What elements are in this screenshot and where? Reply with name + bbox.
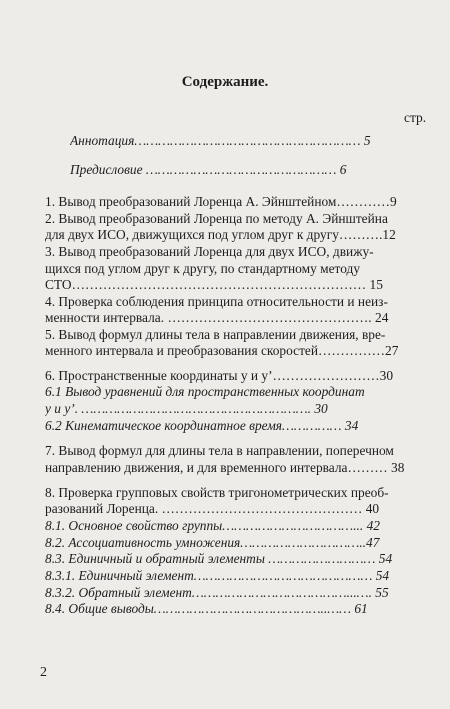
toc-entry: 8.3.2. Обратный элемент…………………………………...…. 55 — [45, 585, 389, 600]
toc-entry: СТО………………………………………………………… 15 — [45, 277, 383, 292]
page-number: 2 — [40, 665, 47, 680]
page-column-label: стр. — [404, 110, 427, 125]
toc-entry: 8.1. Основное свойство группы……………………………... 42 — [45, 518, 380, 533]
toc-entry: 6.2 Кинематическое координатное время…………… 34 — [45, 418, 359, 433]
toc-entry: 6. Пространственные координаты y и y’……………………30 — [45, 368, 394, 383]
toc-entry: 8. Проверка групповых свойств тригонометрических преоб- — [45, 485, 389, 500]
toc-entry: менности интервала. ………………………………………. 24 — [45, 310, 389, 325]
toc-entry: 8.2. Ассоциативность умножения…………………………..47 — [45, 535, 380, 550]
toc-entry: разований Лоренца. ……………………………………… 40 — [45, 501, 380, 516]
contents-title: Содержание. — [181, 74, 269, 90]
toc-entry: y и y’. …………………………………………………. 30 — [45, 401, 328, 416]
toc-entry: Предисловие ………………………………………… 6 — [70, 162, 347, 177]
toc-entry: 3. Вывод преобразований Лоренца для двух ИСО, движу- — [45, 244, 374, 259]
toc-entry: 8.3.1. Единичный элемент……………………………………… 54 — [45, 568, 390, 583]
toc-entry: 6.1 Вывод уравнений для пространственных координат — [45, 384, 365, 399]
toc-entry: 1. Вывод преобразований Лоренца А. Эйнштейном…………9 — [45, 194, 397, 209]
toc-entry: менного интервала и преобразования скоростей……………27 — [45, 343, 399, 358]
toc-entry: 2. Вывод преобразований Лоренца по методу А. Эйнштейна — [45, 211, 388, 226]
toc-entry: 5. Вывод формул длины тела в направлении движения, вре- — [45, 327, 386, 342]
toc-entry: Аннотация………………………………………………… 5 — [70, 133, 371, 148]
toc-entry: для двух ИСО, движущихся под углом друг к другу……….12 — [45, 227, 396, 242]
toc-entry: щихся под углом друг к другу, по стандартному методу — [45, 261, 361, 276]
toc-entry: направлению движения, и для временного интервала……… 38 — [45, 460, 405, 475]
toc-entry: 8.3. Единичный и обратный элементы ……………………… 54 — [45, 551, 393, 566]
toc-entry: 7. Вывод формул для длины тела в направлении, поперечном — [45, 443, 394, 458]
toc-entry: 4. Проверка соблюдения принципа относительности и неиз- — [45, 294, 388, 309]
toc-entry: 8.4. Общие выводы……………………………………..…… 61 — [45, 601, 368, 616]
